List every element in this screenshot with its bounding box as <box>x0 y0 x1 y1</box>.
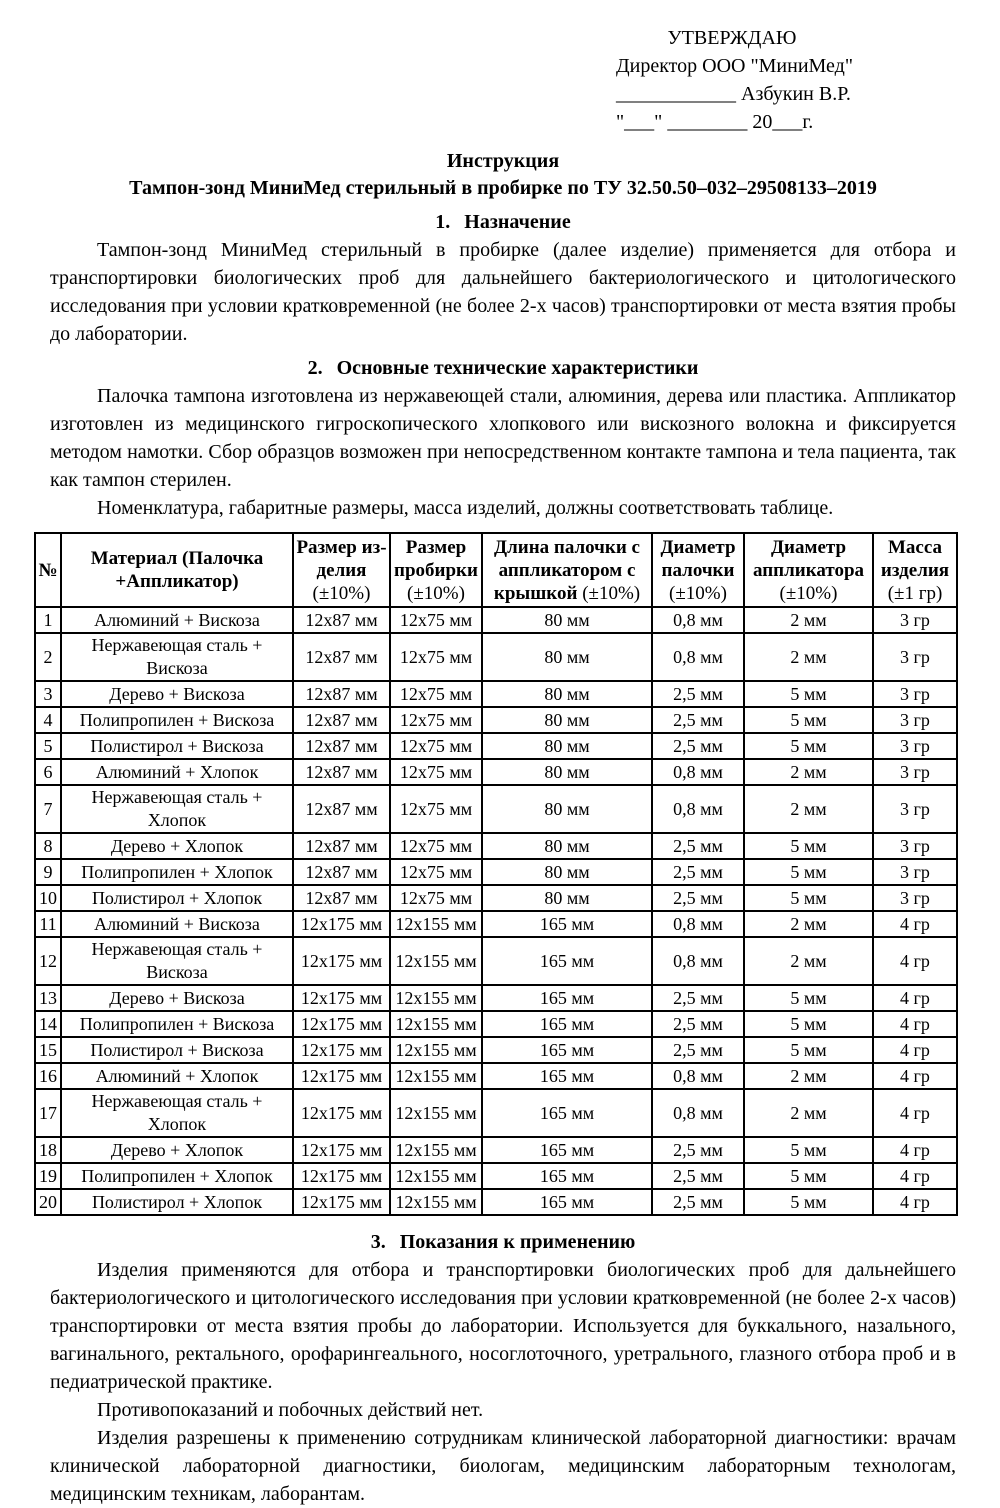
table-row <box>35 707 957 733</box>
table-cell: 5 мм <box>744 1011 873 1037</box>
table-row <box>35 759 957 785</box>
table-row <box>35 985 957 1011</box>
table-cell: 0,8 мм <box>652 633 744 681</box>
table-cell: 12х175 мм <box>293 911 390 937</box>
section-title-2: Основные технические характеристики <box>336 357 699 379</box>
table-cell: 8 <box>35 833 61 859</box>
table-cell: 2 мм <box>744 607 873 633</box>
table-cell: Алюминий + Вискоза <box>61 911 293 937</box>
table-cell: Полистирол + Хлопок <box>61 1189 293 1215</box>
table-cell: 12х75 мм <box>390 681 482 707</box>
table-cell: Дерево + Вискоза <box>61 681 293 707</box>
section-3-paragraph-2: Противопоказаний и побочных действий нет. <box>97 1399 484 1421</box>
table-cell: 0,8 мм <box>652 1063 744 1089</box>
table-cell: 12х155 мм <box>390 1163 482 1189</box>
table-cell: 165 мм <box>482 1063 652 1089</box>
table-cell: 14 <box>35 1011 61 1037</box>
table-cell: Нержавеющая сталь + Хлопок <box>61 1089 293 1137</box>
table-cell: 16 <box>35 1063 61 1089</box>
table-cell: 80 мм <box>482 733 652 759</box>
table-cell: 0,8 мм <box>652 937 744 985</box>
table-cell: 2,5 мм <box>652 1011 744 1037</box>
table-cell: 3 гр <box>873 633 957 681</box>
table-cell: 2,5 мм <box>652 1037 744 1063</box>
table-row <box>35 1011 957 1037</box>
table-cell: 12х175 мм <box>293 1089 390 1137</box>
table-cell: 165 мм <box>482 1163 652 1189</box>
table-cell: Полипропилен + Хлопок <box>61 859 293 885</box>
doc-title-line2: Тампон-зонд МиниМед стерильный в пробирке по ТУ 32.50.50–032–29508133–2019 <box>129 177 877 199</box>
table-cell: 80 мм <box>482 759 652 785</box>
table-cell: 5 мм <box>744 833 873 859</box>
table-cell: 165 мм <box>482 985 652 1011</box>
table-cell: 12 <box>35 937 61 985</box>
table-cell: 2 мм <box>744 911 873 937</box>
table-header-mass: Масса изделия (±1 гр) <box>873 533 957 607</box>
table-cell: 3 гр <box>873 885 957 911</box>
table-cell: 2,5 мм <box>652 985 744 1011</box>
table-cell: Полистирол + Вискоза <box>61 733 293 759</box>
table-cell: 12х87 мм <box>293 733 390 759</box>
approval-line-director: Директор ООО "МиниМед" <box>616 55 854 77</box>
table-row <box>35 1063 957 1089</box>
table-cell: Полистирол + Вискоза <box>61 1037 293 1063</box>
table-cell: 12х75 мм <box>390 633 482 681</box>
table-cell: 4 гр <box>873 911 957 937</box>
table-row <box>35 785 957 833</box>
table-cell: 13 <box>35 985 61 1011</box>
table-cell: 165 мм <box>482 1011 652 1037</box>
table-cell: Алюминий + Хлопок <box>61 759 293 785</box>
table-row <box>35 733 957 759</box>
table-cell: Нержавеющая сталь + Вискоза <box>61 937 293 985</box>
spec-table <box>34 532 958 1216</box>
table-cell: 165 мм <box>482 937 652 985</box>
table-cell: Полипропилен + Хлопок <box>61 1163 293 1189</box>
table-cell: Дерево + Хлопок <box>61 833 293 859</box>
table-cell: 2 <box>35 633 61 681</box>
table-cell: 0,8 мм <box>652 759 744 785</box>
table-cell: 5 мм <box>744 681 873 707</box>
table-header-stick-length: Длина палочки с аппликатором с крышкой (±10%) <box>482 533 652 607</box>
table-cell: 3 гр <box>873 759 957 785</box>
table-cell: 2,5 мм <box>652 1163 744 1189</box>
table-row <box>35 681 957 707</box>
table-cell: 12х175 мм <box>293 1063 390 1089</box>
section-2-paragraph-2: Номенклатура, габаритные размеры, масса изделий, должны соответствовать таблице. <box>97 497 834 519</box>
section-number-1: 1. <box>435 211 451 233</box>
table-cell: 2 мм <box>744 759 873 785</box>
section-title-1: Назначение <box>464 211 571 233</box>
table-cell: 12х75 мм <box>390 859 482 885</box>
table-cell: Дерево + Хлопок <box>61 1137 293 1163</box>
table-cell: 80 мм <box>482 833 652 859</box>
table-cell: 5 <box>35 733 61 759</box>
section-title-3: Показания к применению <box>399 1231 636 1253</box>
table-cell: 12х75 мм <box>390 607 482 633</box>
section-heading-3 <box>50 1228 956 1256</box>
table-cell: 2 мм <box>744 785 873 833</box>
table-cell: 165 мм <box>482 911 652 937</box>
table-cell: 2 мм <box>744 633 873 681</box>
table-cell: 2,5 мм <box>652 681 744 707</box>
table-row <box>35 833 957 859</box>
table-cell: 3 <box>35 681 61 707</box>
table-cell: 3 гр <box>873 859 957 885</box>
table-header-product-size: Размер из-делия (±10%) <box>293 533 390 607</box>
table-cell: 12х87 мм <box>293 633 390 681</box>
table-cell: 5 мм <box>744 1163 873 1189</box>
table-cell: 3 гр <box>873 833 957 859</box>
table-cell: Полипропилен + Вискоза <box>61 1011 293 1037</box>
table-cell: 2,5 мм <box>652 859 744 885</box>
section-3-paragraph-3: Изделия разрешены к применению сотрудникам клинической лабораторной диагностики: врачам клинической лабораторной диагностики, биологам, медицинским лабораторным технологам, медицинским техникам, лаборантам. <box>50 1427 956 1505</box>
table-cell: 12х87 мм <box>293 707 390 733</box>
table-cell: 4 гр <box>873 1011 957 1037</box>
table-cell: Дерево + Вискоза <box>61 985 293 1011</box>
table-cell: 3 гр <box>873 707 957 733</box>
table-cell: 4 гр <box>873 1063 957 1089</box>
table-cell: 4 гр <box>873 1089 957 1137</box>
table-cell: 12х87 мм <box>293 681 390 707</box>
table-cell: 12х175 мм <box>293 1189 390 1215</box>
table-cell: 12х175 мм <box>293 1037 390 1063</box>
table-cell: 80 мм <box>482 633 652 681</box>
table-cell: 12х75 мм <box>390 707 482 733</box>
table-cell: 5 мм <box>744 859 873 885</box>
table-row <box>35 859 957 885</box>
table-cell: 12х155 мм <box>390 1011 482 1037</box>
table-cell: 12х155 мм <box>390 985 482 1011</box>
table-cell: 0,8 мм <box>652 607 744 633</box>
table-header-tube-size: Размер пробирки (±10%) <box>390 533 482 607</box>
table-cell: 4 гр <box>873 1137 957 1163</box>
table-cell: 7 <box>35 785 61 833</box>
table-cell: 12х155 мм <box>390 937 482 985</box>
table-cell: 4 гр <box>873 1189 957 1215</box>
table-cell: 5 мм <box>744 885 873 911</box>
table-cell: 4 гр <box>873 937 957 985</box>
table-cell: 4 <box>35 707 61 733</box>
table-cell: 165 мм <box>482 1189 652 1215</box>
table-cell: 80 мм <box>482 607 652 633</box>
table-cell: 12х175 мм <box>293 1163 390 1189</box>
table-cell: 80 мм <box>482 859 652 885</box>
table-cell: Алюминий + Вискоза <box>61 607 293 633</box>
table-cell: 2 мм <box>744 937 873 985</box>
table-cell: 12х155 мм <box>390 1137 482 1163</box>
table-cell: 5 мм <box>744 1037 873 1063</box>
table-row <box>35 1137 957 1163</box>
table-cell: 4 гр <box>873 985 957 1011</box>
table-cell: 18 <box>35 1137 61 1163</box>
spec-table-body <box>35 607 957 1215</box>
table-cell: 0,8 мм <box>652 911 744 937</box>
table-cell: 4 гр <box>873 1163 957 1189</box>
table-cell: 17 <box>35 1089 61 1137</box>
table-cell: 80 мм <box>482 785 652 833</box>
section-heading-2 <box>50 354 956 382</box>
table-header-row <box>35 533 957 607</box>
table-header-stick-diameter: Диаметр палочки (±10%) <box>652 533 744 607</box>
table-cell: 12х87 мм <box>293 833 390 859</box>
table-cell: 165 мм <box>482 1137 652 1163</box>
table-cell: 2,5 мм <box>652 707 744 733</box>
table-cell: 12х87 мм <box>293 759 390 785</box>
table-row <box>35 885 957 911</box>
table-cell: 165 мм <box>482 1089 652 1137</box>
doc-title <box>50 148 956 202</box>
table-cell: 6 <box>35 759 61 785</box>
table-cell: 3 гр <box>873 785 957 833</box>
section-number-2: 2. <box>307 357 323 379</box>
approval-line-signature: ____________ Азбукин В.Р. <box>616 83 851 105</box>
table-cell: 3 гр <box>873 733 957 759</box>
table-cell: 3 гр <box>873 607 957 633</box>
table-cell: 2,5 мм <box>652 885 744 911</box>
section-3-paragraph-1: Изделия применяются для отбора и транспортировки биологических проб для дальнейшего бактериологического и цитологического исследования при условии кратковременной (не более 2-х часов) транспортировки от места взятия пробы до лаборатории. Используется для буккального, назального, вагинального, ректального, орофарингеального, носоглоточного, уретрального, глазного отбора проб и в педиатрической практике. <box>50 1259 956 1393</box>
table-cell: 12х155 мм <box>390 1189 482 1215</box>
table-cell: 15 <box>35 1037 61 1063</box>
table-cell: 10 <box>35 885 61 911</box>
table-cell: 3 гр <box>873 681 957 707</box>
table-cell: Нержавеющая сталь + Хлопок <box>61 785 293 833</box>
table-cell: 12х75 мм <box>390 785 482 833</box>
table-cell: 11 <box>35 911 61 937</box>
table-cell: Нержавеющая сталь + Вискоза <box>61 633 293 681</box>
approval-line-approve: УТВЕРЖДАЮ <box>667 27 797 49</box>
table-cell: 19 <box>35 1163 61 1189</box>
table-row <box>35 911 957 937</box>
table-header-material: Материал (Палочка +Аппликатор) <box>61 533 293 607</box>
approval-block <box>616 24 854 136</box>
table-cell: 12х175 мм <box>293 1011 390 1037</box>
table-cell: 1 <box>35 607 61 633</box>
table-cell: 12х87 мм <box>293 859 390 885</box>
table-cell: 80 мм <box>482 681 652 707</box>
table-cell: 12х175 мм <box>293 1137 390 1163</box>
table-cell: Полистирол + Хлопок <box>61 885 293 911</box>
section-number-3: 3. <box>370 1231 386 1253</box>
table-cell: 12х75 мм <box>390 833 482 859</box>
table-row <box>35 1163 957 1189</box>
table-cell: 12х75 мм <box>390 885 482 911</box>
table-cell: 5 мм <box>744 707 873 733</box>
table-cell: 4 гр <box>873 1037 957 1063</box>
table-cell: Полипропилен + Вискоза <box>61 707 293 733</box>
table-cell: 12х75 мм <box>390 759 482 785</box>
table-cell: 20 <box>35 1189 61 1215</box>
table-header-applicator-diameter: Диаметр аппликатора (±10%) <box>744 533 873 607</box>
table-cell: 12х75 мм <box>390 733 482 759</box>
table-header-no: № <box>35 533 61 607</box>
table-cell: 0,8 мм <box>652 1089 744 1137</box>
table-cell: 2 мм <box>744 1063 873 1089</box>
table-cell: 80 мм <box>482 885 652 911</box>
table-cell: 12х87 мм <box>293 607 390 633</box>
table-cell: 2,5 мм <box>652 1189 744 1215</box>
table-cell: 80 мм <box>482 707 652 733</box>
table-cell: 12х155 мм <box>390 1089 482 1137</box>
table-cell: 0,8 мм <box>652 785 744 833</box>
table-cell: 2,5 мм <box>652 1137 744 1163</box>
table-cell: 5 мм <box>744 1189 873 1215</box>
table-row <box>35 1089 957 1137</box>
table-cell: 5 мм <box>744 1137 873 1163</box>
approval-line-date: "___" ________ 20___г. <box>616 111 814 133</box>
doc-title-line1: Инструкция <box>446 150 560 172</box>
table-cell: 12х155 мм <box>390 911 482 937</box>
table-cell: 12х87 мм <box>293 885 390 911</box>
section-1-paragraph: Тампон-зонд МиниМед стерильный в пробирке (далее изделие) применяется для отбора и транспортировки биологических проб для дальнейшего бактериологического и цитологического исследования при условии кратковременной (не более 2-х часов) транспортировки от места взятия пробы до лаборатории. <box>50 239 956 345</box>
table-cell: 12х155 мм <box>390 1063 482 1089</box>
section-heading-1 <box>50 208 956 236</box>
table-row <box>35 1189 957 1215</box>
table-cell: 12х175 мм <box>293 937 390 985</box>
table-cell: 9 <box>35 859 61 885</box>
table-cell: 2,5 мм <box>652 733 744 759</box>
table-cell: 12х155 мм <box>390 1037 482 1063</box>
table-row <box>35 1037 957 1063</box>
table-row <box>35 607 957 633</box>
table-cell: 12х87 мм <box>293 785 390 833</box>
table-cell: 2,5 мм <box>652 833 744 859</box>
section-2-paragraph-1: Палочка тампона изготовлена из нержавеющей стали, алюминия, дерева или пластика. Аппликатор изготовлен из медицинского гигроскопического хлопкового или вискозного волокна и фиксируется методом намотки. Сбор образцов возможен при непосредственном контакте тампона и тела пациента, так как тампон стерилен. <box>50 385 956 491</box>
table-cell: 12х175 мм <box>293 985 390 1011</box>
table-row <box>35 633 957 681</box>
table-cell: 5 мм <box>744 985 873 1011</box>
table-cell: 2 мм <box>744 1089 873 1137</box>
table-row <box>35 937 957 985</box>
table-cell: 165 мм <box>482 1037 652 1063</box>
table-cell: 5 мм <box>744 733 873 759</box>
table-cell: Алюминий + Хлопок <box>61 1063 293 1089</box>
